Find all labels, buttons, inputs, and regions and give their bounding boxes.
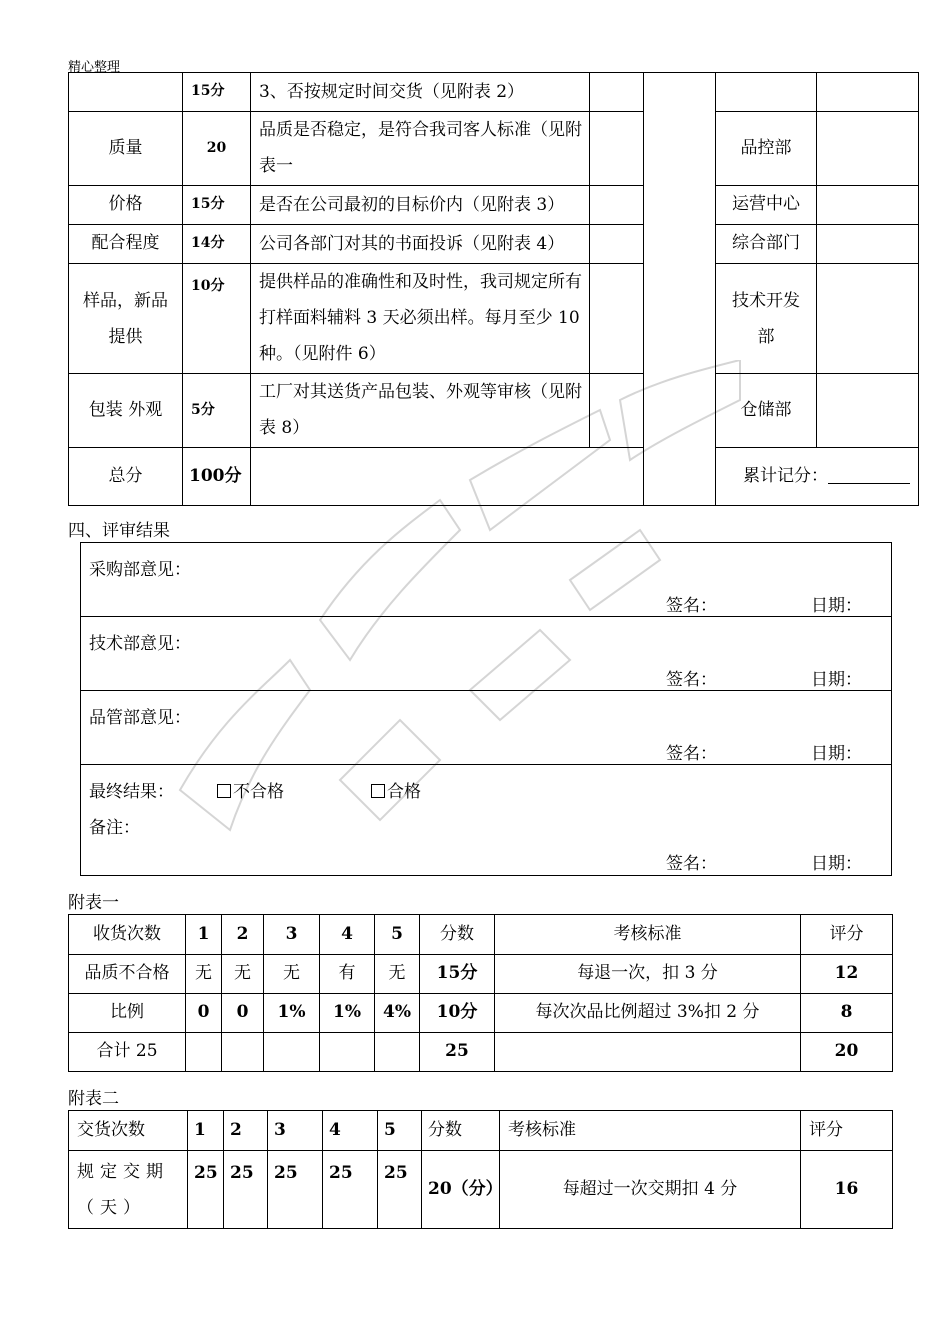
header-note: 精心整理	[68, 60, 121, 75]
header-cell: 3	[268, 1111, 323, 1151]
table-cell	[495, 1033, 801, 1072]
sign-cell	[817, 374, 919, 448]
category-cell: 样品，新品提供	[69, 264, 183, 374]
table-cell: 25	[378, 1151, 422, 1229]
dept-cell: 运营中心	[716, 186, 817, 225]
table-cell: 每退一次，扣 3 分	[495, 955, 801, 994]
points-cell: 15分	[183, 186, 251, 225]
pass-option-label: 合格	[387, 782, 421, 802]
pass-checkbox[interactable]	[371, 784, 385, 798]
criterion-cell: 工厂对其送货产品包装、外观等审核（见附表 8）	[251, 374, 590, 448]
pass-option[interactable]	[371, 777, 421, 802]
table-cell	[186, 1033, 222, 1072]
remarks-label: 备注：	[89, 818, 140, 838]
points-cell: 15分	[183, 73, 251, 112]
score-cell	[590, 73, 644, 112]
table-row	[69, 1151, 893, 1229]
sign-cell	[817, 112, 919, 186]
tech-opinion-label: 技术部意见：	[89, 634, 191, 654]
dept-cell: 仓储部	[716, 374, 817, 448]
tech-opinion-row	[81, 617, 891, 691]
table-cell: 无	[222, 955, 264, 994]
table-cell: 4%	[375, 994, 420, 1033]
table-cell	[320, 1033, 375, 1072]
criterion-cell: 品质是否稳定，是符合我司客人标准（见附表一	[251, 112, 590, 186]
header-cell: 考核标准	[500, 1111, 801, 1151]
table-cell: 品质不合格	[69, 955, 186, 994]
header-cell: 考核标准	[495, 915, 801, 955]
header-cell: 评分	[801, 915, 893, 955]
table-cell: 无	[375, 955, 420, 994]
table-row	[69, 1033, 893, 1072]
appendix-2-title: 附表二	[68, 1089, 119, 1109]
appendix-1-title: 附表一	[68, 893, 119, 913]
category-cell: 包装 外观	[69, 374, 183, 448]
section-4-title: 四、评审结果	[68, 521, 170, 541]
sign-cell	[817, 225, 919, 264]
appendix-2-header-row	[69, 1111, 893, 1151]
sign-cell	[817, 73, 919, 112]
table-cell: 20（分）	[422, 1151, 500, 1229]
header-cell: 分数	[420, 915, 495, 955]
header-cell: 2	[224, 1111, 268, 1151]
dept-cell: 品控部	[716, 112, 817, 186]
table-cell: 25	[323, 1151, 378, 1229]
table-cell	[264, 1033, 320, 1072]
fail-option[interactable]	[217, 777, 284, 802]
criterion-cell: 公司各部门对其的书面投诉（见附表 4）	[251, 225, 590, 264]
review-results-box	[80, 542, 892, 876]
criterion-cell: 提供样品的准确性和及时性，我司规定所有打样面料辅料 3 天必须出样。每月至少 10 种。（见附件 6）	[251, 264, 590, 374]
table-cell: 每次次品比例超过 3%扣 2 分	[495, 994, 801, 1033]
cumulative-blank[interactable]	[828, 469, 910, 484]
dept-cell: 综合部门	[716, 225, 817, 264]
appendix-1-header-row	[69, 915, 893, 955]
table-cell: 1%	[264, 994, 320, 1033]
table-row	[69, 994, 893, 1033]
header-cell: 3	[264, 915, 320, 955]
table-cell: 无	[264, 955, 320, 994]
table-cell: 每超过一次交期扣 4 分	[500, 1151, 801, 1229]
score-cell	[590, 374, 644, 448]
criterion-cell: 是否在公司最初的目标价内（见附表 3）	[251, 186, 590, 225]
sign-label: 签名：	[666, 854, 717, 874]
dept-cell: 技术开发部	[716, 264, 817, 374]
appendix-1-table	[68, 914, 893, 1072]
table-cell: 15分	[420, 955, 495, 994]
sign-cell	[817, 186, 919, 225]
qc-opinion-label: 品管部意见：	[89, 708, 191, 728]
points-cell: 5分	[183, 374, 251, 448]
score-cell	[590, 225, 644, 264]
header-cell: 1	[186, 915, 222, 955]
points-cell: 20	[183, 112, 251, 186]
final-result-row	[81, 765, 891, 875]
table-cell: 25	[420, 1033, 495, 1072]
sign-cell	[817, 264, 919, 374]
date-label: 日期：	[811, 744, 862, 764]
table-cell: 0	[186, 994, 222, 1033]
score-cell	[590, 264, 644, 374]
table-cell: 无	[186, 955, 222, 994]
total-label: 总分	[69, 448, 183, 506]
total-points: 100分	[183, 448, 251, 506]
header-cell: 分数	[422, 1111, 500, 1151]
header-cell: 5	[375, 915, 420, 955]
category-cell	[69, 73, 183, 112]
points-cell: 10分	[183, 264, 251, 374]
table-cell: 有	[320, 955, 375, 994]
table-cell: 10分	[420, 994, 495, 1033]
table-cell: 8	[801, 994, 893, 1033]
header-cell: 4	[320, 915, 375, 955]
table-cell: 比例	[69, 994, 186, 1033]
table-cell	[375, 1033, 420, 1072]
table-cell: 16	[801, 1151, 893, 1229]
header-cell: 1	[188, 1111, 224, 1151]
header-cell: 收货次数	[69, 915, 186, 955]
purchasing-opinion-label: 采购部意见：	[89, 560, 191, 580]
sign-label: 签名：	[666, 670, 717, 690]
fail-option-label: 不合格	[233, 782, 284, 802]
criterion-cell: 3、否按规定时间交货（见附表 2）	[251, 73, 590, 112]
category-cell: 价格	[69, 186, 183, 225]
table-cell: 20	[801, 1033, 893, 1072]
table-cell: 12	[801, 955, 893, 994]
final-result-label: 最终结果：	[89, 782, 174, 802]
cumulative-score-cell	[251, 448, 919, 506]
header-cell: 4	[323, 1111, 378, 1151]
date-label: 日期：	[811, 596, 862, 616]
date-label: 日期：	[811, 670, 862, 690]
table-cell: 25	[188, 1151, 224, 1229]
sign-label: 签名：	[666, 596, 717, 616]
category-cell: 质量	[69, 112, 183, 186]
table-cell: 规定交期（天）	[69, 1151, 188, 1229]
table-cell: 25	[268, 1151, 323, 1229]
header-cell: 5	[378, 1111, 422, 1151]
category-cell: 配合程度	[69, 225, 183, 264]
table-cell: 合计 25	[69, 1033, 186, 1072]
sign-label: 签名：	[666, 744, 717, 764]
purchasing-opinion-row	[81, 543, 891, 617]
header-cell: 交货次数	[69, 1111, 188, 1151]
merged-score-cell	[644, 73, 716, 506]
table-cell: 0	[222, 994, 264, 1033]
header-cell: 2	[222, 915, 264, 955]
points-cell: 14分	[183, 225, 251, 264]
fail-checkbox[interactable]	[217, 784, 231, 798]
score-cell	[590, 112, 644, 186]
evaluation-table	[68, 72, 919, 506]
table-cell	[222, 1033, 264, 1072]
appendix-2-table	[68, 1110, 893, 1229]
qc-opinion-row	[81, 691, 891, 765]
table-row	[69, 955, 893, 994]
header-cell: 评分	[801, 1111, 893, 1151]
score-cell	[590, 186, 644, 225]
dept-cell	[716, 73, 817, 112]
table-cell: 1%	[320, 994, 375, 1033]
table-cell: 25	[224, 1151, 268, 1229]
cumulative-label: 累计记分：	[743, 465, 828, 486]
date-label: 日期：	[811, 854, 862, 874]
